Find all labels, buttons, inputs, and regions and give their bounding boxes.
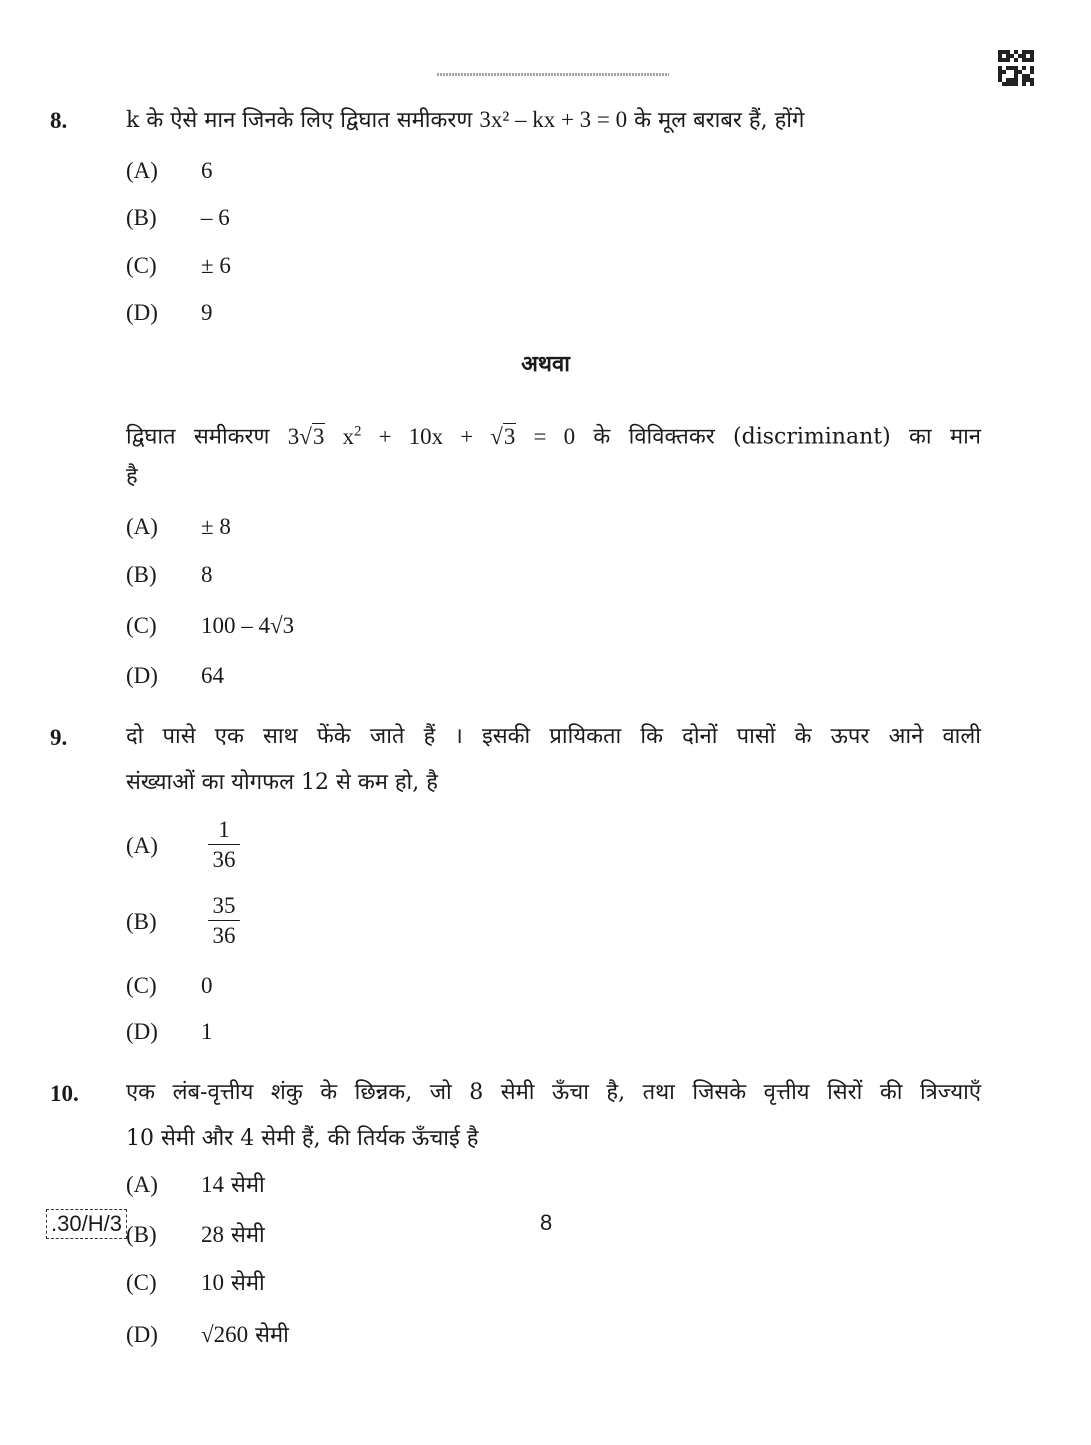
- option-label: (A): [126, 832, 158, 858]
- fraction: [208, 816, 240, 875]
- question-number: 9.: [50, 725, 68, 750]
- option-unit: सेमी: [231, 1223, 265, 1248]
- fraction-numerator: 35: [212, 893, 236, 918]
- question-number: 10.: [50, 1081, 79, 1106]
- fraction-denominator: 36: [212, 847, 236, 872]
- option-value: 10: [201, 1270, 224, 1295]
- option-label: (B): [126, 205, 157, 230]
- question-number: 8.: [50, 108, 68, 133]
- option-value: 100 – 4√3: [201, 613, 295, 638]
- option-a: [126, 816, 240, 876]
- option-label: (C): [126, 613, 157, 638]
- question-text-part: द्विघात समीकरण: [126, 424, 288, 450]
- option-b: [126, 1218, 265, 1252]
- option-d: [126, 1015, 213, 1049]
- equation: 3√3 $x^2 + 10x + √3 = 0$: [287, 423, 576, 449]
- option-label: (A): [126, 514, 158, 539]
- option-value: 8: [201, 562, 213, 587]
- option-unit: सेमी: [231, 1173, 265, 1198]
- option-label: (A): [126, 1172, 158, 1197]
- alt-option-c: [126, 609, 294, 643]
- alternate-question-text: [126, 408, 981, 461]
- paper-code: .30/H/3: [46, 1209, 127, 1239]
- or-separator: अथवा: [521, 351, 570, 377]
- option-value: – 6: [201, 205, 230, 230]
- option-label: (C): [126, 253, 157, 278]
- option-label: (B): [126, 908, 157, 934]
- question-text-line2: संख्याओं का योगफल 12 से कम हो, है: [126, 770, 438, 795]
- fraction-numerator: 1: [218, 817, 230, 842]
- option-value: 6: [201, 158, 213, 183]
- option-label: (B): [126, 562, 157, 587]
- option-value: 1: [201, 1019, 213, 1044]
- option-b: [126, 201, 230, 235]
- question-text-part: के मूल बराबर हैं, होंगे: [627, 108, 805, 133]
- alt-option-a: [126, 510, 231, 544]
- option-unit: सेमी: [255, 1323, 289, 1348]
- option-label: (D): [126, 1322, 158, 1347]
- option-c: [126, 969, 213, 1003]
- security-microtext-line: [437, 73, 669, 76]
- fraction-denominator: 36: [212, 923, 236, 948]
- option-label: (D): [126, 663, 158, 688]
- question-text-part: k के ऐसे मान जिनके लिए द्विघात समीकरण: [126, 108, 480, 133]
- fraction: [208, 892, 240, 951]
- page-number: 8: [540, 1210, 553, 1235]
- question-text-line1: एक लंब-वृत्तीय शंकु के छिन्नक, जो 8 सेमी ऊँचा है, तथा जिसके वृत्तीय सिरों की त्रिज्याएँ: [126, 1080, 981, 1105]
- alt-option-b: [126, 558, 213, 592]
- question-text-line1: दो पासे एक साथ फेंके जाते हैं । इसकी प्रायिकता कि दोनों पासों के ऊपर आने वाली: [126, 724, 981, 749]
- equation: 3x² – kx + 3 = 0: [479, 107, 628, 132]
- option-value: 14: [201, 1172, 224, 1197]
- option-value: 64: [201, 663, 224, 688]
- option-label: (D): [126, 300, 158, 325]
- option-value: ± 6: [201, 253, 231, 278]
- option-value: 0: [201, 973, 213, 998]
- option-b: [126, 892, 240, 952]
- option-value: 9: [201, 300, 213, 325]
- question-text: [126, 97, 981, 144]
- qr-code-icon: [998, 50, 1034, 86]
- option-label: (C): [126, 973, 157, 998]
- option-value: √260: [201, 1322, 249, 1347]
- option-c: [126, 249, 231, 283]
- option-a: [126, 154, 213, 188]
- option-unit: सेमी: [231, 1271, 265, 1296]
- option-c: [126, 1266, 265, 1300]
- question-text-part: के विविक्तकर (discriminant) का मान: [575, 424, 982, 450]
- option-value: ± 8: [201, 514, 231, 539]
- question-text-line2: 10 सेमी और 4 सेमी हैं, की तिर्यक ऊँचाई है: [126, 1126, 479, 1151]
- option-d: [126, 1318, 289, 1352]
- alternate-question-text-line2: है: [126, 464, 138, 489]
- alt-option-d: [126, 659, 224, 693]
- option-a: [126, 1168, 265, 1202]
- option-value: 28: [201, 1222, 224, 1247]
- option-label: (D): [126, 1019, 158, 1044]
- option-label: (C): [126, 1270, 157, 1295]
- option-label: (B): [126, 1222, 157, 1247]
- option-label: (A): [126, 158, 158, 183]
- option-d: [126, 296, 213, 330]
